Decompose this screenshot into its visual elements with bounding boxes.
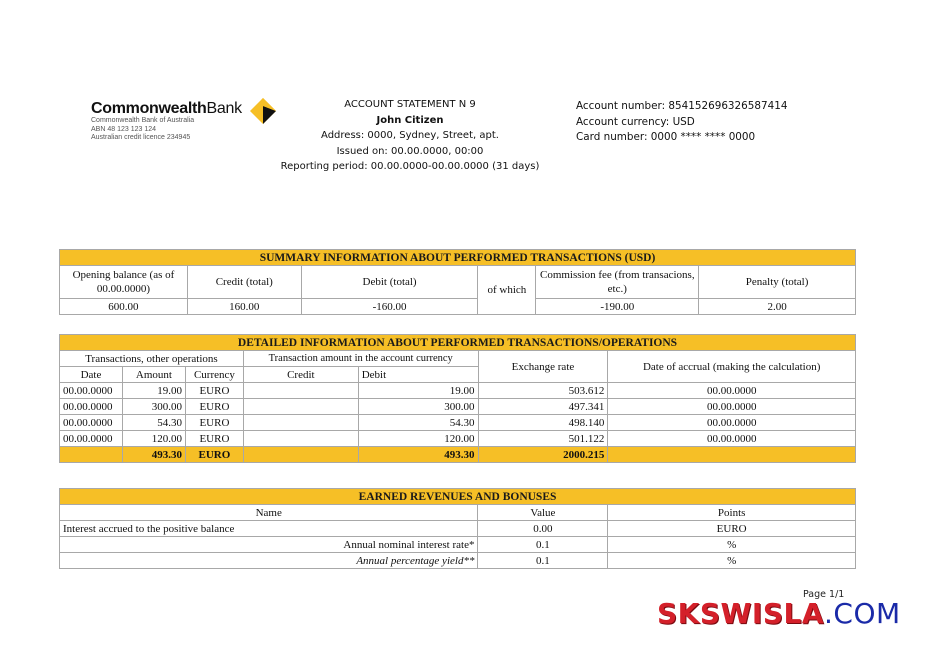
date-header: Date — [60, 367, 123, 383]
amount-group-header: Transaction amount in the account currency — [243, 351, 478, 367]
row-rate: 497.341 — [478, 399, 608, 415]
row-credit — [243, 415, 358, 431]
opening-balance-header: Opening balance (as of 00.00.0000) — [60, 266, 188, 299]
bank-diamond-icon — [250, 98, 276, 124]
credit-total-value: 160.00 — [187, 299, 301, 315]
row-credit — [243, 383, 358, 399]
row-rate: 503.612 — [478, 383, 608, 399]
reporting-period: Reporting period: 00.00.0000-00.00.0000 (31 days) — [280, 161, 540, 172]
summary-table — [59, 249, 856, 315]
revenue-value: 0.00 — [478, 521, 608, 537]
total-date — [60, 447, 123, 463]
accrual-date-header: Date of accrual (making the calculation) — [608, 351, 856, 383]
revenue-points: EURO — [608, 521, 856, 537]
total-amount: 493.30 — [122, 447, 185, 463]
credit-header: Credit — [243, 367, 358, 383]
summary-title: SUMMARY INFORMATION ABOUT PERFORMED TRANSACTIONS (USD) — [60, 250, 856, 266]
revenue-name: Annual nominal interest rate* — [60, 537, 478, 553]
page-number: Page 1/1 — [803, 589, 845, 600]
revenue-name: Annual percentage yield** — [60, 553, 478, 569]
revenue-name: Interest accrued to the positive balance — [60, 521, 478, 537]
row-debit: 19.00 — [358, 383, 478, 399]
table-row — [60, 415, 856, 431]
revenues-title: EARNED REVENUES AND BONUSES — [60, 489, 856, 505]
watermark — [657, 597, 901, 630]
points-header: Points — [608, 505, 856, 521]
row-amount: 300.00 — [122, 399, 185, 415]
row-amount: 120.00 — [122, 431, 185, 447]
row-date: 00.00.0000 — [60, 431, 123, 447]
bank-name: CommonwealthBank — [91, 100, 242, 117]
row-credit — [243, 431, 358, 447]
transactions-group-header: Transactions, other operations — [60, 351, 244, 367]
issued-date: Issued on: 00.00.0000, 00:00 — [336, 145, 484, 157]
row-currency: EURO — [185, 415, 243, 431]
total-currency: EURO — [185, 447, 243, 463]
currency-header: Currency — [185, 367, 243, 383]
debit-total-header: Debit (total) — [301, 266, 478, 299]
row-amount: 54.30 — [122, 415, 185, 431]
table-row — [60, 521, 856, 537]
bank-abn: ABN 48 123 123 124 — [91, 125, 156, 133]
value-header: Value — [478, 505, 608, 521]
of-which-header: of which — [478, 266, 536, 315]
revenue-points: % — [608, 553, 856, 569]
card-number: Card number: 0000 **** **** 0000 — [576, 131, 756, 143]
credit-total-header: Credit (total) — [187, 266, 301, 299]
customer-name: John Citizen — [376, 114, 444, 126]
detailed-title: DETAILED INFORMATION ABOUT PERFORMED TRANSACTIONS/OPERATIONS — [60, 335, 856, 351]
revenue-value: 0.1 — [478, 553, 608, 569]
penalty-total-header: Penalty (total) — [699, 266, 856, 299]
revenue-value: 0.1 — [478, 537, 608, 553]
table-row — [60, 431, 856, 447]
statement-title: ACCOUNT STATEMENT N 9 — [344, 99, 476, 110]
watermark-blue: .COM — [824, 597, 901, 630]
customer-address: Address: 0000, Sydney, Street, apt. — [321, 130, 499, 141]
table-row — [60, 553, 856, 569]
table-row — [60, 537, 856, 553]
debit-header: Debit — [358, 367, 478, 383]
statement-header — [280, 97, 540, 175]
watermark-red: SKSWISLA — [657, 597, 825, 630]
table-row — [60, 399, 856, 415]
row-date: 00.00.0000 — [60, 383, 123, 399]
account-currency: Account currency: USD — [576, 115, 695, 128]
table-row — [60, 383, 856, 399]
bank-legal-name: Commonwealth Bank of Australia — [91, 117, 195, 124]
total-debit: 493.30 — [358, 447, 478, 463]
row-accrual: 00.00.0000 — [608, 431, 856, 447]
opening-balance-value: 600.00 — [60, 299, 188, 315]
revenue-points: % — [608, 537, 856, 553]
debit-total-value: -160.00 — [301, 299, 478, 315]
commission-fee-header: Commission fee (from transacions, etc.) — [536, 266, 699, 299]
total-rate: 2000.215 — [478, 447, 608, 463]
row-date: 00.00.0000 — [60, 399, 123, 415]
bank-licence: Australian credit licence 234945 — [91, 134, 191, 141]
row-accrual: 00.00.0000 — [608, 383, 856, 399]
revenues-table — [59, 488, 856, 569]
row-accrual: 00.00.0000 — [608, 399, 856, 415]
row-accrual: 00.00.0000 — [608, 415, 856, 431]
exchange-rate-header: Exchange rate — [478, 351, 608, 383]
penalty-total-value: 2.00 — [699, 299, 856, 315]
row-debit: 300.00 — [358, 399, 478, 415]
account-number: Account number: 854152696326587414 — [576, 100, 788, 112]
row-rate: 498.140 — [478, 415, 608, 431]
row-debit: 54.30 — [358, 415, 478, 431]
row-currency: EURO — [185, 431, 243, 447]
row-rate: 501.122 — [478, 431, 608, 447]
commission-fee-value: -190.00 — [536, 299, 699, 315]
total-credit — [243, 447, 358, 463]
total-accrual — [608, 447, 856, 463]
row-currency: EURO — [185, 383, 243, 399]
detailed-table — [59, 334, 856, 463]
row-debit: 120.00 — [358, 431, 478, 447]
row-amount: 19.00 — [122, 383, 185, 399]
name-header: Name — [60, 505, 478, 521]
account-info — [576, 99, 787, 146]
total-row — [60, 447, 856, 463]
row-date: 00.00.0000 — [60, 415, 123, 431]
amount-header: Amount — [122, 367, 185, 383]
row-currency: EURO — [185, 399, 243, 415]
row-credit — [243, 399, 358, 415]
